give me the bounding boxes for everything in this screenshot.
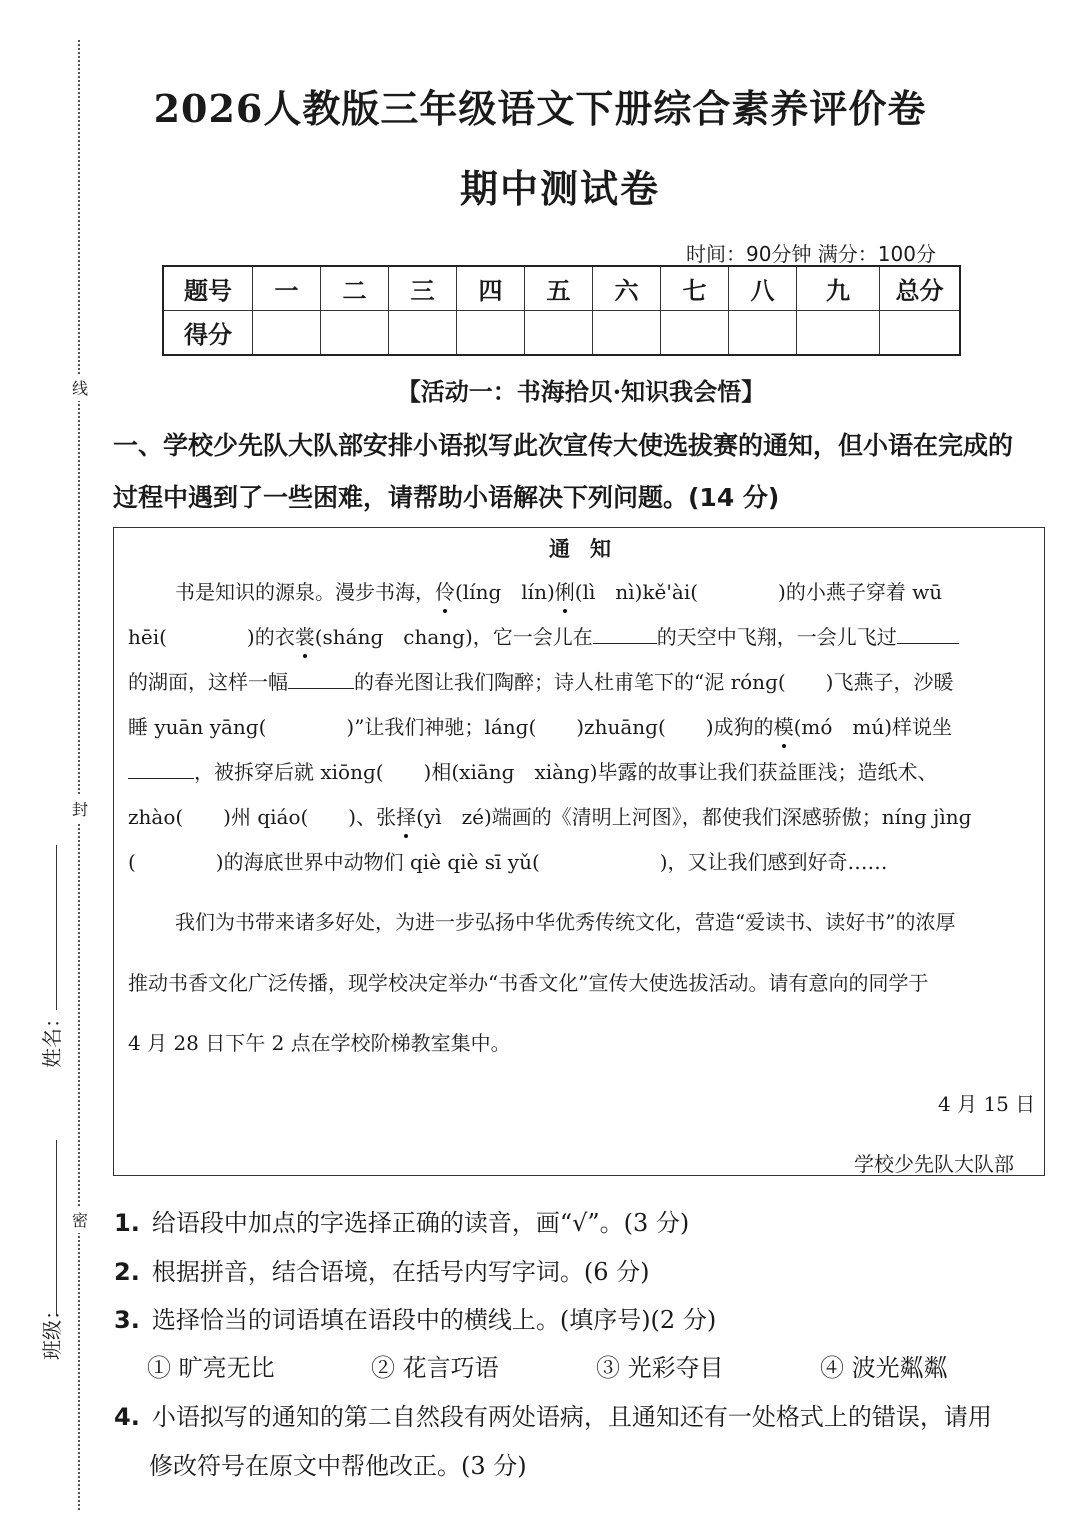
option-2: ② 花言巧语 xyxy=(371,1354,499,1382)
question-1-line: 一、学校少先队大队部安排小语拟写此次宣传大使选拔赛的通知，但小语在完成的 xyxy=(113,431,1014,460)
subquestion-4 xyxy=(114,1397,992,1432)
dotted-char: 模 xyxy=(774,711,794,740)
subquestion-2 xyxy=(114,1252,649,1287)
score-cell[interactable] xyxy=(729,311,797,356)
score-header-cell: 八 xyxy=(729,266,797,311)
subquestion-text: 小语拟写的通知的第二自然段有两处语病，且通知还有一处格式上的错误，请用 xyxy=(151,1403,992,1431)
score-cell[interactable] xyxy=(880,311,961,356)
subquestion-text: 根据拼音，结合语境，在括号内写字词。(6 分) xyxy=(151,1258,650,1286)
subquestion-number: 4. xyxy=(114,1403,140,1431)
seal-mark-line: 线 xyxy=(72,374,88,401)
name-field[interactable] xyxy=(56,845,57,1010)
score-cell[interactable] xyxy=(253,311,321,356)
score-header-cell: 九 xyxy=(797,266,880,311)
notice-text: ，被拆穿后就 xiōnɡ( )相(xiānɡ xiànɡ)毕露的故事让我们获益匪浅；造纸术、 xyxy=(194,760,938,784)
exam-subtitle: 期中测试卷 xyxy=(459,166,660,211)
subquestion-number: 3. xyxy=(114,1306,140,1334)
notice-text: 书是知识的源泉。漫步书海， xyxy=(175,580,435,604)
notice-date: 4 月 15 日 xyxy=(938,1092,1036,1116)
activity-heading: 【活动一：书海拾贝·知识我会悟】 xyxy=(396,377,766,406)
fill-blank[interactable] xyxy=(593,623,657,644)
score-header-cell: 题号 xyxy=(163,266,253,311)
score-cell[interactable] xyxy=(457,311,525,356)
notice-text: zhào( )州 qiáo( )、张 xyxy=(128,805,397,829)
fill-blank[interactable] xyxy=(128,758,194,779)
score-cell[interactable] xyxy=(661,311,729,356)
notice-line xyxy=(128,711,952,740)
score-header-cell: 五 xyxy=(525,266,593,311)
score-cell[interactable] xyxy=(321,311,389,356)
subquestion-text: 给语段中加点的字选择正确的读音，画“√”。(3 分) xyxy=(151,1209,690,1237)
score-header-cell: 七 xyxy=(661,266,729,311)
notice-text: 的天空中飞翔，一会儿飞过 xyxy=(656,625,897,649)
score-table xyxy=(162,265,961,356)
subquestion-1 xyxy=(114,1203,689,1238)
score-header-cell: 六 xyxy=(593,266,661,311)
notice-line xyxy=(128,756,938,785)
subquestion-number: 2. xyxy=(114,1258,140,1286)
dotted-char: 择 xyxy=(396,801,416,830)
question-1-line: 过程中遇到了一些困难，请帮助小语解决下列问题。(14 分) xyxy=(113,483,780,512)
subquestion-3 xyxy=(114,1300,716,1335)
score-header-cell: 三 xyxy=(389,266,457,311)
time-info: 时间：90分钟 满分：100分 xyxy=(686,242,936,266)
notice-line xyxy=(128,846,888,875)
pinyin-choice[interactable]: (líng lín) xyxy=(455,580,555,604)
notice-text: (mó mú)样说坐 xyxy=(793,715,953,739)
score-header-cell: 一 xyxy=(253,266,321,311)
score-cell[interactable] xyxy=(593,311,661,356)
seal-mark-seal: 封 xyxy=(72,795,88,822)
score-value-row xyxy=(163,311,960,356)
notice-text: 的湖面，这样一幅 xyxy=(128,670,288,694)
score-cell[interactable] xyxy=(525,311,593,356)
score-row-label: 得分 xyxy=(163,311,253,356)
class-field[interactable] xyxy=(56,1140,57,1315)
name-label: 姓名： xyxy=(40,1008,64,1068)
notice-para2-line: 4 月 28 日下午 2 点在学校阶梯教室集中。 xyxy=(128,1031,511,1055)
notice-line xyxy=(128,801,971,830)
exam-title: 2026人教版三年级语文下册综合素养评价卷 xyxy=(153,86,927,131)
notice-text: (lì nì)kě'ài( )的小燕子穿着 wū xyxy=(574,580,943,604)
dotted-char: 伶 xyxy=(435,576,455,605)
notice-para2-line: 我们为书带来诸多好处，为进一步弘扬中华优秀传统文化，营造“爱读书、读好书”的浓厚 xyxy=(175,910,956,934)
notice-text: (shánɡ chang)，它一会儿在 xyxy=(314,625,593,649)
dotted-char: 俐 xyxy=(555,576,575,605)
subquestion-number: 1. xyxy=(114,1209,140,1237)
fill-blank[interactable] xyxy=(288,668,354,689)
fill-blank[interactable] xyxy=(897,623,959,644)
score-header-cell: 四 xyxy=(457,266,525,311)
notice-line xyxy=(128,621,959,650)
score-cell[interactable] xyxy=(797,311,880,356)
notice-line xyxy=(175,576,942,605)
option-4: ④ 波光粼粼 xyxy=(820,1354,948,1382)
notice-para2-line: 推动书香文化广泛传播，现学校决定举办“书香文化”宣传大使选拔活动。请有意向的同学于 xyxy=(128,971,929,995)
seal-mark-secret: 密 xyxy=(72,1206,88,1233)
notice-text: (yì zé)端画的《清明上河图》，都使我们深感骄傲；nínɡ jìnɡ xyxy=(416,805,972,829)
notice-title: 通知 xyxy=(549,536,631,561)
class-label: 班级： xyxy=(40,1300,64,1360)
score-header-row xyxy=(163,266,960,311)
score-cell[interactable] xyxy=(389,311,457,356)
option-1: ① 旷亮无比 xyxy=(147,1354,275,1382)
subquestion-4-continued: 修改符号在原文中帮他改正。(3 分) xyxy=(149,1452,527,1480)
notice-text: ( )的海底世界中动物们 qiè qiè sī yǔ( )，又让我们感到好奇…… xyxy=(128,850,888,874)
binding-dotted-line xyxy=(78,40,80,1510)
notice-text: 睡 yuān yānɡ( )”让我们神驰；lánɡ( )zhuānɡ( )成狗的 xyxy=(128,715,774,739)
notice-text: 的春光图让我们陶醉；诗人杜甫笔下的“泥 rónɡ( )飞燕子，沙暖 xyxy=(354,670,954,694)
notice-text: hēi( )的衣 xyxy=(128,625,295,649)
notice-line xyxy=(128,666,953,695)
question-1-stem xyxy=(113,420,1053,524)
score-header-cell: 总分 xyxy=(880,266,961,311)
notice-signature: 学校少先队大队部 xyxy=(854,1152,1014,1176)
dotted-char: 裳 xyxy=(295,621,315,650)
option-3: ③ 光彩夺目 xyxy=(596,1354,724,1382)
score-header-cell: 二 xyxy=(321,266,389,311)
subquestion-text: 选择恰当的词语填在语段中的横线上。(填序号)(2 分) xyxy=(151,1306,717,1334)
